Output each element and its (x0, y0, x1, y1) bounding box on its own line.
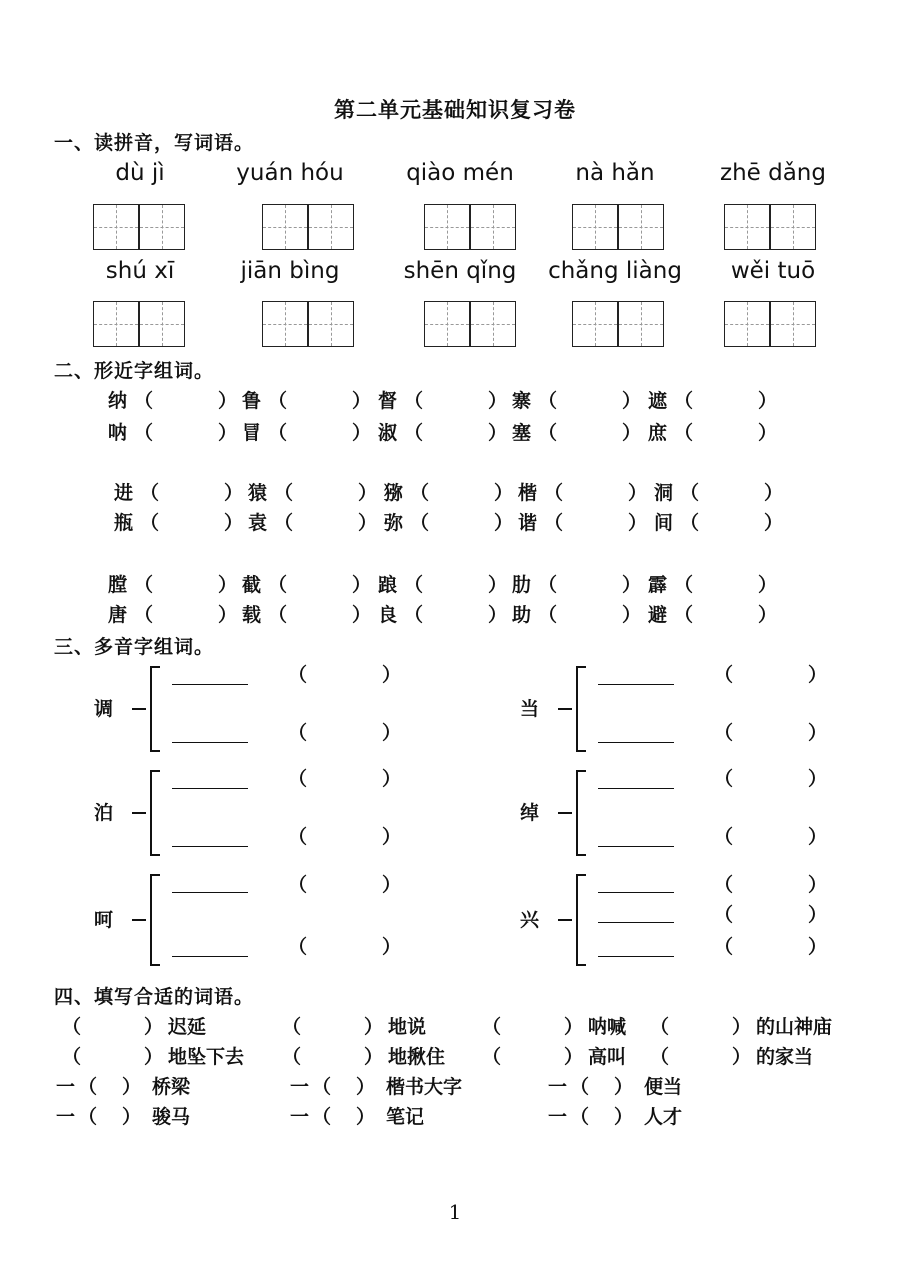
paren-close: ） (732, 1046, 752, 1068)
paren-open: （ (404, 422, 424, 444)
paren-close: ） (488, 604, 508, 626)
pinyin-blank[interactable] (314, 824, 378, 846)
answer-blank[interactable] (700, 602, 756, 624)
paren-open: （ (570, 1106, 590, 1128)
paren-open: （ (404, 604, 424, 626)
brace-line (576, 874, 578, 964)
paren-close: ） (758, 574, 778, 596)
paren-close: ） (356, 1106, 376, 1128)
paren-close: ） (382, 874, 402, 896)
pinyin-label: qiào mén (406, 160, 514, 186)
paren-close: ） (382, 768, 402, 790)
paren-open: （ (482, 1016, 502, 1038)
char-cell: 间 (654, 512, 674, 534)
measure-yi: 一 (548, 1076, 568, 1098)
paren-close: ） (622, 574, 642, 596)
word-blank-line[interactable] (172, 684, 248, 685)
paren-close: ） (352, 390, 372, 412)
writing-grid-cell[interactable] (308, 204, 354, 250)
answer-blank[interactable] (570, 510, 626, 532)
pinyin-blank[interactable] (314, 872, 378, 894)
paren-close: ） (808, 664, 828, 686)
answer-blank[interactable] (564, 602, 620, 624)
paren-close: ） (732, 1016, 752, 1038)
polyphone-char: 兴 (520, 909, 540, 931)
paren-open: （ (78, 1106, 98, 1128)
char-cell: 猿 (248, 482, 268, 504)
answer-blank[interactable] (166, 480, 222, 502)
writing-grid-cell[interactable] (470, 301, 516, 347)
paren-open: （ (140, 482, 160, 504)
brace-tip (576, 964, 586, 966)
char-cell: 遮 (648, 390, 668, 412)
word-blank-line[interactable] (172, 846, 248, 847)
char-cell: 鲁 (242, 390, 262, 412)
paren-close: ） (808, 826, 828, 848)
char-cell: 寨 (512, 390, 532, 412)
paren-open: （ (714, 768, 734, 790)
paren-open: （ (288, 826, 308, 848)
paren-open: （ (288, 768, 308, 790)
paren-close: ） (808, 768, 828, 790)
paren-close: ） (122, 1076, 142, 1098)
char-cell: 进 (114, 482, 134, 504)
paren-open: （ (714, 874, 734, 896)
char-cell: 呐 (108, 422, 128, 444)
paren-open: （ (268, 390, 288, 412)
writing-grid-cell[interactable] (724, 301, 770, 347)
paren-open: （ (538, 390, 558, 412)
writing-grid-cell[interactable] (770, 301, 816, 347)
paren-open: （ (544, 482, 564, 504)
paren-open: （ (538, 422, 558, 444)
page-title: 第二单元基础知识复习卷 (334, 97, 576, 122)
phrase-text: 便当 (644, 1076, 683, 1098)
brace-tip (150, 964, 160, 966)
answer-blank[interactable] (300, 480, 356, 502)
paren-open: （ (288, 722, 308, 744)
char-cell: 助 (512, 604, 532, 626)
char-cell: 霹 (648, 574, 668, 596)
paren-close: ） (122, 1106, 142, 1128)
answer-blank[interactable] (430, 602, 486, 624)
pinyin-label: nà hǎn (575, 160, 655, 186)
paren-close: ） (488, 574, 508, 596)
phrase-text: 地揪住 (388, 1046, 446, 1068)
pinyin-label: shēn qǐng (403, 258, 517, 284)
paren-open: （ (410, 482, 430, 504)
paren-close: ） (622, 422, 642, 444)
paren-close: ） (628, 512, 648, 534)
paren-close: ） (364, 1016, 384, 1038)
word-blank-line[interactable] (598, 742, 674, 743)
paren-open: （ (482, 1046, 502, 1068)
answer-blank[interactable] (676, 1014, 726, 1036)
answer-blank[interactable] (700, 388, 756, 410)
writing-grid-cell[interactable] (770, 204, 816, 250)
pinyin-blank[interactable] (740, 720, 804, 742)
paren-open: （ (312, 1106, 332, 1128)
paren-open: （ (404, 390, 424, 412)
char-cell: 楷 (518, 482, 538, 504)
polyphone-char: 当 (520, 698, 540, 720)
paren-open: （ (134, 604, 154, 626)
writing-grid-cell[interactable] (93, 204, 139, 250)
brace-line (150, 770, 152, 854)
answer-blank[interactable] (300, 510, 356, 532)
answer-blank[interactable] (160, 602, 216, 624)
pinyin-blank[interactable] (314, 662, 378, 684)
answer-blank[interactable] (564, 572, 620, 594)
answer-blank[interactable] (88, 1044, 138, 1066)
writing-grid-cell[interactable] (139, 204, 185, 250)
char-cell: 纳 (108, 390, 128, 412)
paren-open: （ (714, 936, 734, 958)
answer-blank[interactable] (706, 480, 762, 502)
phrase-text: 人才 (644, 1106, 683, 1128)
section1-heading: 一、读拼音，写词语。 (54, 132, 255, 154)
paren-close: ） (564, 1046, 584, 1068)
paren-open: （ (288, 874, 308, 896)
char-cell: 淑 (378, 422, 398, 444)
writing-grid-cell[interactable] (262, 204, 308, 250)
polyphone-char: 调 (94, 698, 114, 720)
char-cell: 瓶 (114, 512, 134, 534)
phrase-text: 呐喊 (588, 1016, 627, 1038)
char-cell: 弥 (384, 512, 404, 534)
phrase-text: 地说 (388, 1016, 427, 1038)
paren-close: ） (218, 574, 238, 596)
pinyin-label: chǎng liàng (548, 258, 682, 284)
paren-open: （ (78, 1076, 98, 1098)
answer-blank[interactable] (430, 572, 486, 594)
paren-open: （ (680, 482, 700, 504)
paren-open: （ (404, 574, 424, 596)
answer-blank[interactable] (294, 602, 350, 624)
paren-open: （ (714, 722, 734, 744)
brace-tip (576, 666, 586, 668)
brace-line (576, 666, 578, 750)
phrase-text: 高叫 (588, 1046, 627, 1068)
writing-grid-cell[interactable] (93, 301, 139, 347)
answer-blank[interactable] (508, 1044, 558, 1066)
paren-open: （ (268, 604, 288, 626)
answer-blank[interactable] (564, 388, 620, 410)
pinyin-label: zhē dǎng (720, 160, 826, 186)
word-blank-line[interactable] (598, 788, 674, 789)
char-cell: 唐 (108, 604, 128, 626)
paren-close: ） (614, 1106, 634, 1128)
char-cell: 踉 (378, 574, 398, 596)
paren-open: （ (650, 1016, 670, 1038)
brace-tip (576, 874, 586, 876)
phrase-text: 桥梁 (152, 1076, 191, 1098)
word-blank-line[interactable] (172, 788, 248, 789)
writing-grid-cell[interactable] (572, 301, 618, 347)
pinyin-blank[interactable] (314, 934, 378, 956)
paren-open: （ (570, 1076, 590, 1098)
phrase-text: 迟延 (168, 1016, 207, 1038)
brace-stem (132, 812, 146, 814)
char-cell: 良 (378, 604, 398, 626)
paren-open: （ (714, 904, 734, 926)
paren-close: ） (352, 604, 372, 626)
brace-tip (150, 854, 160, 856)
writing-grid-cell[interactable] (618, 204, 664, 250)
paren-close: ） (488, 422, 508, 444)
paren-close: ） (364, 1046, 384, 1068)
paren-close: ） (488, 390, 508, 412)
paren-open: （ (714, 826, 734, 848)
paren-close: ） (352, 574, 372, 596)
polyphone-char: 泊 (94, 802, 114, 824)
paren-close: ） (358, 482, 378, 504)
paren-close: ） (628, 482, 648, 504)
phrase-text: 地坠下去 (168, 1046, 245, 1068)
paren-open: （ (134, 422, 154, 444)
writing-grid-cell[interactable] (572, 204, 618, 250)
paren-open: （ (410, 512, 430, 534)
phrase-text: 的山神庙 (756, 1016, 833, 1038)
paren-open: （ (62, 1046, 82, 1068)
word-blank-line[interactable] (172, 742, 248, 743)
answer-blank[interactable] (294, 572, 350, 594)
paren-close: ） (764, 512, 784, 534)
polyphone-char: 绰 (520, 802, 540, 824)
paren-open: （ (288, 664, 308, 686)
answer-blank[interactable] (676, 1044, 726, 1066)
paren-close: ） (808, 904, 828, 926)
answer-blank[interactable] (430, 388, 486, 410)
paren-open: （ (544, 512, 564, 534)
char-cell: 避 (648, 604, 668, 626)
paren-close: ） (218, 422, 238, 444)
writing-grid-cell[interactable] (308, 301, 354, 347)
pinyin-label: wěi tuō (730, 258, 816, 284)
brace-stem (132, 919, 146, 921)
paren-close: ） (614, 1076, 634, 1098)
pinyin-label: dù jì (115, 160, 165, 186)
paren-open: （ (288, 936, 308, 958)
paren-close: ） (224, 512, 244, 534)
brace-line (576, 770, 578, 854)
paren-open: （ (140, 512, 160, 534)
brace-tip (150, 770, 160, 772)
writing-grid-cell[interactable] (618, 301, 664, 347)
section2-heading: 二、形近字组词。 (54, 360, 215, 382)
paren-open: （ (674, 390, 694, 412)
answer-blank[interactable] (700, 572, 756, 594)
writing-grid-cell[interactable] (262, 301, 308, 347)
writing-grid-cell[interactable] (424, 204, 470, 250)
paren-open: （ (674, 604, 694, 626)
answer-blank[interactable] (706, 510, 762, 532)
char-cell: 庶 (648, 422, 668, 444)
char-cell: 洞 (654, 482, 674, 504)
answer-blank[interactable] (308, 1044, 358, 1066)
pinyin-label: yuán hóu (236, 160, 344, 186)
polyphone-char: 呵 (94, 909, 114, 931)
paren-close: ） (358, 512, 378, 534)
word-blank-line[interactable] (598, 956, 674, 957)
answer-blank[interactable] (160, 388, 216, 410)
writing-grid-cell[interactable] (139, 301, 185, 347)
paren-open: （ (714, 664, 734, 686)
char-cell: 冒 (242, 422, 262, 444)
paren-close: ） (382, 936, 402, 958)
word-blank-line[interactable] (598, 892, 674, 893)
measure-yi: 一 (290, 1076, 310, 1098)
measure-yi: 一 (548, 1106, 568, 1128)
measure-yi: 一 (56, 1076, 76, 1098)
pinyin-blank[interactable] (314, 720, 378, 742)
char-cell: 载 (242, 604, 262, 626)
phrase-text: 笔记 (386, 1106, 425, 1128)
measure-yi: 一 (56, 1106, 76, 1128)
paren-close: ） (622, 604, 642, 626)
answer-blank[interactable] (160, 572, 216, 594)
answer-blank[interactable] (570, 480, 626, 502)
pinyin-label: shú xī (105, 258, 175, 284)
paren-close: ） (758, 604, 778, 626)
paren-open: （ (274, 512, 294, 534)
answer-blank[interactable] (160, 420, 216, 442)
paren-close: ） (356, 1076, 376, 1098)
paren-close: ） (382, 722, 402, 744)
paren-open: （ (674, 574, 694, 596)
measure-yi: 一 (290, 1106, 310, 1128)
answer-blank[interactable] (430, 420, 486, 442)
answer-blank[interactable] (700, 420, 756, 442)
brace-stem (132, 708, 146, 710)
word-blank-line[interactable] (598, 846, 674, 847)
char-cell: 塞 (512, 422, 532, 444)
paren-open: （ (538, 604, 558, 626)
paren-close: ） (564, 1016, 584, 1038)
pinyin-label: jiān bìng (240, 258, 340, 284)
paren-close: ） (382, 664, 402, 686)
char-cell: 督 (378, 390, 398, 412)
answer-blank[interactable] (294, 388, 350, 410)
paren-close: ） (764, 482, 784, 504)
answer-blank[interactable] (564, 420, 620, 442)
paren-close: ） (494, 512, 514, 534)
writing-grid-cell[interactable] (724, 204, 770, 250)
brace-stem (558, 812, 572, 814)
char-cell: 袁 (248, 512, 268, 534)
pinyin-blank[interactable] (740, 902, 804, 924)
brace-stem (558, 919, 572, 921)
phrase-text: 的家当 (756, 1046, 814, 1068)
paren-open: （ (680, 512, 700, 534)
pinyin-blank[interactable] (740, 872, 804, 894)
paren-close: ） (758, 422, 778, 444)
paren-close: ） (224, 482, 244, 504)
word-blank-line[interactable] (172, 892, 248, 893)
char-cell: 谐 (518, 512, 538, 534)
brace-tip (150, 666, 160, 668)
phrase-text: 楷书大字 (386, 1076, 463, 1098)
paren-open: （ (268, 574, 288, 596)
pinyin-blank[interactable] (740, 824, 804, 846)
paren-close: ） (808, 874, 828, 896)
paren-close: ） (352, 422, 372, 444)
paren-open: （ (674, 422, 694, 444)
brace-stem (558, 708, 572, 710)
word-blank-line[interactable] (598, 922, 674, 923)
paren-open: （ (62, 1016, 82, 1038)
paren-open: （ (134, 390, 154, 412)
paren-open: （ (134, 574, 154, 596)
paren-close: ） (144, 1016, 164, 1038)
paren-close: ） (382, 826, 402, 848)
brace-line (150, 666, 152, 750)
brace-tip (150, 874, 160, 876)
brace-tip (150, 750, 160, 752)
answer-blank[interactable] (166, 510, 222, 532)
writing-grid-cell[interactable] (470, 204, 516, 250)
paren-open: （ (268, 422, 288, 444)
paren-open: （ (282, 1046, 302, 1068)
page-number: 1 (448, 1200, 462, 1224)
brace-tip (576, 750, 586, 752)
paren-close: ） (218, 390, 238, 412)
pinyin-blank[interactable] (740, 934, 804, 956)
brace-line (150, 874, 152, 964)
answer-blank[interactable] (436, 510, 492, 532)
paren-open: （ (274, 482, 294, 504)
phrase-text: 骏马 (152, 1106, 191, 1128)
answer-blank[interactable] (508, 1014, 558, 1036)
answer-blank[interactable] (294, 420, 350, 442)
pinyin-blank[interactable] (740, 662, 804, 684)
char-cell: 猕 (384, 482, 404, 504)
char-cell: 截 (242, 574, 262, 596)
paren-close: ） (808, 936, 828, 958)
answer-blank[interactable] (436, 480, 492, 502)
paren-close: ） (758, 390, 778, 412)
word-blank-line[interactable] (172, 956, 248, 957)
writing-grid-cell[interactable] (424, 301, 470, 347)
paren-close: ） (808, 722, 828, 744)
paren-close: ） (622, 390, 642, 412)
paren-open: （ (538, 574, 558, 596)
paren-open: （ (650, 1046, 670, 1068)
brace-tip (576, 770, 586, 772)
answer-blank[interactable] (308, 1014, 358, 1036)
paren-open: （ (312, 1076, 332, 1098)
pinyin-blank[interactable] (740, 766, 804, 788)
paren-open: （ (282, 1016, 302, 1038)
word-blank-line[interactable] (598, 684, 674, 685)
paren-close: ） (218, 604, 238, 626)
paren-close: ） (144, 1046, 164, 1068)
paren-close: ） (494, 482, 514, 504)
pinyin-blank[interactable] (314, 766, 378, 788)
section3-heading: 三、多音字组词。 (54, 636, 215, 658)
brace-tip (576, 854, 586, 856)
answer-blank[interactable] (88, 1014, 138, 1036)
char-cell: 膛 (108, 574, 128, 596)
section4-heading: 四、填写合适的词语。 (54, 986, 255, 1008)
char-cell: 肋 (512, 574, 532, 596)
